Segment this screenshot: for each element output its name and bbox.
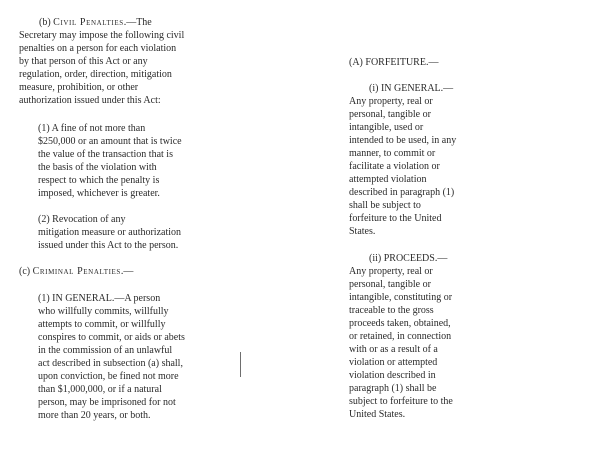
in-general-text: Any property, real or personal, tangible or intangible, used or intended to be used, in any manner, to commit or facilitate a violation or attempted violation described in paragraph (1) shall be subject to forfeiture to the United States. bbox=[349, 96, 457, 237]
paragraph-b1-text: (1) A fine of not more than $250,000 or an amount that is twice the value of the transaction that is the basis of the violation with respect to which the penalty is imposed, whichever is greater. bbox=[38, 123, 182, 199]
paragraph-c1-text: (1) IN GENERAL.—A person who willfully commits, willfully attempts to commit, or willfully conspires to commit, or aids or abets in the commission of an unlawful act described in subsection (a) shall, upon conviction, be fined not more than $1,000,000, or if a natural person, may be imprisoned for not more than 20 years, or both. bbox=[38, 293, 185, 421]
in-general-heading: (i) IN GENERAL.— bbox=[369, 83, 454, 94]
paragraph-b2-text: (2) Revocation of any mitigation measure or authorization issued under this Act to the person. bbox=[38, 214, 182, 251]
subsection-b-title: Civil Penalties bbox=[53, 17, 124, 28]
subsection-c-dash: .— bbox=[120, 266, 134, 277]
proceeds-text: Any property, real or personal, tangible or intangible, constituting or traceable to the gross proceeds taken, obtained, or retained, in connection with or as a result of a violation or attempted violation described in paragraph (1) shall be subject to forfeiture to the United States. bbox=[349, 266, 453, 420]
text-cursor bbox=[240, 352, 241, 377]
subsection-c-title: Criminal Penalties bbox=[32, 266, 121, 277]
subsection-b-text: Secretary may impose the following civil penalties on a person for each violation by that person of this Act or any regulation, order, direction, mitigation measure, prohibition, or other authorization issued under this Act: bbox=[19, 30, 185, 106]
subsection-c-heading bbox=[19, 265, 133, 278]
subsection-b-label: (b) bbox=[39, 17, 54, 28]
forfeiture-heading: (A) FORFEITURE.— bbox=[349, 57, 439, 68]
subsection-b-heading bbox=[39, 16, 152, 29]
proceeds-heading: (ii) PROCEEDS.— bbox=[369, 253, 448, 264]
subsection-b-dash: .—The bbox=[123, 17, 152, 28]
subsection-c-label: (c) bbox=[19, 266, 33, 277]
